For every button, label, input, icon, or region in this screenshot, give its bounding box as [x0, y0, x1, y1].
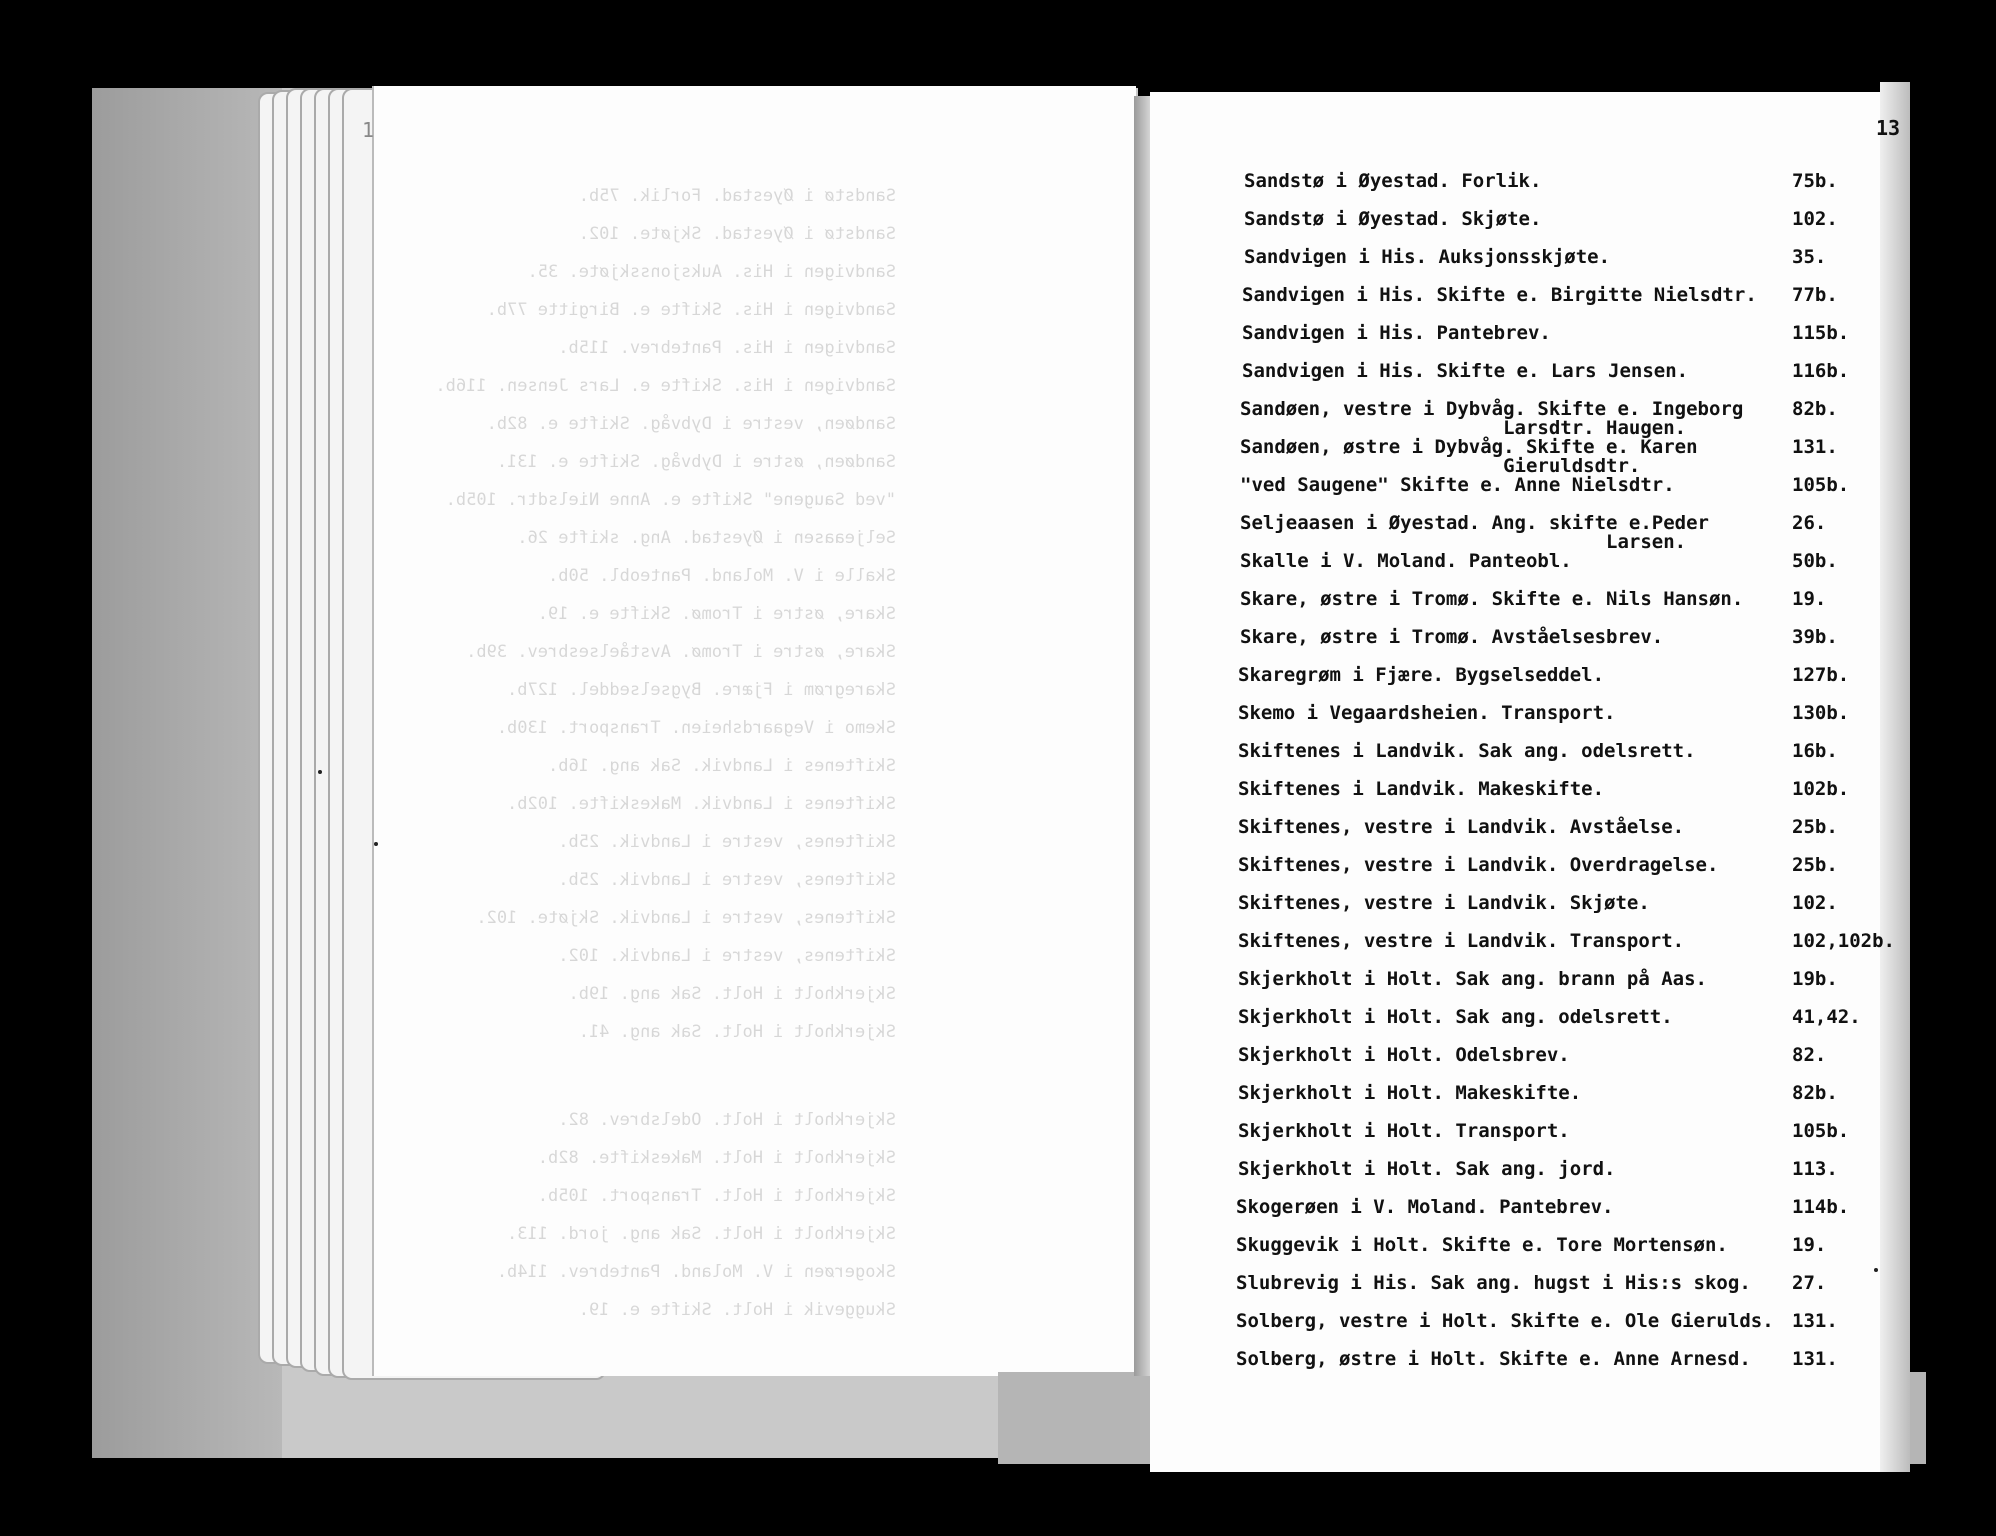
index-entry	[0, 318, 1996, 356]
entry-page-ref: 102.	[1792, 208, 1838, 230]
entry-text: Skemo i Vegaardsheien. Transport.	[1238, 702, 1616, 724]
entry-text: Skiftenes, vestre i Landvik. Transport.	[1238, 930, 1685, 952]
entry-page-ref: 25b.	[1792, 854, 1838, 876]
entry-text: Skjerkholt i Holt. Sak ang. odelsrett.	[1238, 1006, 1673, 1028]
entry-text: Skiftenes i Landvik. Sak ang. odelsrett.	[1238, 740, 1696, 762]
entry-page-ref: 77b.	[1792, 284, 1838, 306]
entry-text: Solberg, vestre i Holt. Skifte e. Ole Gierulds.	[1236, 1310, 1774, 1332]
entry-page-ref: 19b.	[1792, 968, 1838, 990]
left-page-mark: 1	[362, 118, 375, 142]
entry-page-ref: 35.	[1792, 246, 1827, 268]
index-entry	[0, 850, 1996, 888]
entry-page-ref: 25b.	[1792, 816, 1838, 838]
entry-page-ref: 82.	[1792, 1044, 1827, 1066]
entry-text: Skjerkholt i Holt. Odelsbrev.	[1238, 1044, 1570, 1066]
entry-text: Slubrevig i His. Sak ang. hugst i His:s skog.	[1236, 1272, 1751, 1294]
entry-text: Solberg, østre i Holt. Skifte e. Anne Arnesd.	[1236, 1348, 1751, 1370]
entry-text: Sandstø i Øyestad. Forlik.	[1244, 170, 1542, 192]
index-entry	[0, 546, 1996, 584]
index-entry	[0, 812, 1996, 850]
entry-page-ref: 105b.	[1792, 474, 1850, 496]
entry-page-ref: 19.	[1792, 1234, 1827, 1256]
entry-text: Sandvigen i His. Skifte e. Birgitte Nielsdtr.	[1242, 284, 1757, 306]
index-entry	[0, 1306, 1996, 1344]
index-entry	[0, 964, 1996, 1002]
entry-page-ref: 131.	[1792, 436, 1838, 458]
index-entry	[0, 1192, 1996, 1230]
entry-page-ref: 116b.	[1792, 360, 1850, 382]
index-entry	[0, 698, 1996, 736]
index-entry	[0, 888, 1996, 926]
entry-page-ref: 27.	[1792, 1272, 1827, 1294]
entry-text: Skiftenes, vestre i Landvik. Overdragelse.	[1238, 854, 1719, 876]
index-entry	[0, 394, 1996, 439]
index-entry	[0, 736, 1996, 774]
entry-text: Skare, østre i Tromø. Avståelsesbrev.	[1240, 626, 1664, 648]
entry-page-ref: 102.	[1792, 892, 1838, 914]
index-entry	[0, 622, 1996, 660]
entry-page-ref: 127b.	[1792, 664, 1850, 686]
entry-page-ref: 75b.	[1792, 170, 1838, 192]
entry-text: Skaregrøm i Fjære. Bygselseddel.	[1238, 664, 1605, 686]
entry-page-ref: 19.	[1792, 588, 1827, 610]
entry-text: Skjerkholt i Holt. Makeskifte.	[1238, 1082, 1582, 1104]
entry-text: Sandøen, vestre i Dybvåg. Skifte e. Ingeborg Larsdtr. Haugen.	[1240, 398, 1744, 439]
entry-text: "ved Saugene" Skifte e. Anne Nielsdtr.	[1240, 474, 1675, 496]
entry-page-ref: 82b.	[1792, 1082, 1838, 1104]
page-number: 13	[1876, 116, 1901, 140]
entry-text: Sandøen, østre i Dybvåg. Skifte e. Karen Gieruldsdtr.	[1240, 436, 1698, 477]
index-entry	[0, 280, 1996, 318]
index-entry	[0, 1230, 1996, 1268]
index-entry	[0, 1002, 1996, 1040]
entry-text: Skiftenes, vestre i Landvik. Avståelse.	[1238, 816, 1685, 838]
entry-page-ref: 105b.	[1792, 1120, 1850, 1142]
entry-text: Skjerkholt i Holt. Transport.	[1238, 1120, 1570, 1142]
index-entry	[0, 584, 1996, 622]
entry-text: Skiftenes i Landvik. Makeskifte.	[1238, 778, 1605, 800]
entry-page-ref: 131.	[1792, 1348, 1838, 1370]
entry-text: Skare, østre i Tromø. Skifte e. Nils Hansøn.	[1240, 588, 1744, 610]
entry-page-ref: 131.	[1792, 1310, 1838, 1332]
index-entry	[0, 1040, 1996, 1078]
entry-text: Skiftenes, vestre i Landvik. Skjøte.	[1238, 892, 1650, 914]
entry-page-ref: 102b.	[1792, 778, 1850, 800]
entry-page-ref: 41,42.	[1792, 1006, 1861, 1028]
entry-text: Sandstø i Øyestad. Skjøte.	[1244, 208, 1542, 230]
entry-text: Skuggevik i Holt. Skifte e. Tore Mortensøn.	[1236, 1234, 1728, 1256]
index-entry	[0, 508, 1996, 553]
index-entry	[0, 1344, 1996, 1382]
entry-page-ref: 16b.	[1792, 740, 1838, 762]
entry-page-ref: 82b.	[1792, 398, 1838, 420]
entry-page-ref: 130b.	[1792, 702, 1850, 724]
entry-text: Skjerkholt i Holt. Sak ang. jord.	[1238, 1158, 1616, 1180]
index-entry	[0, 432, 1996, 477]
index-entry	[0, 1116, 1996, 1154]
index-entry	[0, 356, 1996, 394]
index-entry	[0, 470, 1996, 508]
index-entry	[0, 242, 1996, 280]
bleed-through-text: Sandstø i Øyestad. Forlik. 75b. Sandstø i Øyestad. Skjøte. 102. Sandvigen i His. Auksjonsskjøte. 35. Sandvigen i His. Skifte e. Birgitte 77b. Sandvigen i His. Pantebrev. 115b. Sandvigen i His. Skifte e. Lars Jensen. 116b. Sandøen, vestre i Dybvåg. Skifte e. 82b. Sandøen, østre i Dybvåg. Skifte e. 131. "ved Saugene" Skifte e. Anne Nielsdtr. 105b. Seljeaasen i Øyestad. Ang. skifte 26. Skalle i V. Moland. Panteobl. 50b. Skare, østre i Tromø. Skifte e. 19. Skare, østre i Tromø. Avståelsesbrev. 39b. Skaregrøm i Fjære. Bygselseddel. 127b. Skemo i Vegaardsheien. Transport. 130b. Skiftenes i Landvik. Sak ang. 16b. Skiftenes i Landvik. Makeskifte. 102b. Skiftenes, vestre i Landvik. 25b. Skiftenes, vestre i Landvik. 25b. Skiftenes, vestre i Landvik. Skjøte. 102. Skiftenes, vestre i Landvik. 102. Skjerkholt i Holt. Sak ang. 19b. Skjerkholt i Holt. Sak ang. 41. Skjerkholt i Holt. Odelsbrev. 82. Skjerkholt i Holt. Makeskifte. 82b. Skjerkholt i Holt. Transport. 105b. Skjerkholt i Holt. Sak ang. jord. 113. Skogerøen i V. Moland. Pantebrev. 114b. Skuggevik i Holt. Skifte e. 19.	[435, 186, 896, 1320]
entry-page-ref: 50b.	[1792, 550, 1838, 572]
entry-text: Seljeaasen i Øyestad. Ang. skifte e.Peder Larsen.	[1240, 512, 1709, 553]
entry-page-ref: 114b.	[1792, 1196, 1850, 1218]
entry-text: Sandvigen i His. Skifte e. Lars Jensen.	[1242, 360, 1689, 382]
entry-text: Skalle i V. Moland. Panteobl.	[1240, 550, 1572, 572]
entry-page-ref: 39b.	[1792, 626, 1838, 648]
index-entry	[0, 774, 1996, 812]
entry-page-ref: 115b.	[1792, 322, 1850, 344]
index-entry	[0, 926, 1996, 964]
entry-page-ref: 113.	[1792, 1158, 1838, 1180]
index-entry	[0, 1078, 1996, 1116]
entry-text: Skjerkholt i Holt. Sak ang. brann på Aas.	[1238, 968, 1707, 990]
index-entry	[0, 1268, 1996, 1306]
entry-text: Sandvigen i His. Auksjonsskjøte.	[1244, 246, 1611, 268]
index-entry	[0, 1154, 1996, 1192]
entry-page-ref: 26.	[1792, 512, 1827, 534]
index-entry	[0, 660, 1996, 698]
index-entry	[0, 166, 1996, 204]
index-entry	[0, 204, 1996, 242]
entry-text: Sandvigen i His. Pantebrev.	[1242, 322, 1551, 344]
entry-page-ref: 102,102b.	[1792, 930, 1895, 952]
entry-text: Skogerøen i V. Moland. Pantebrev.	[1236, 1196, 1614, 1218]
